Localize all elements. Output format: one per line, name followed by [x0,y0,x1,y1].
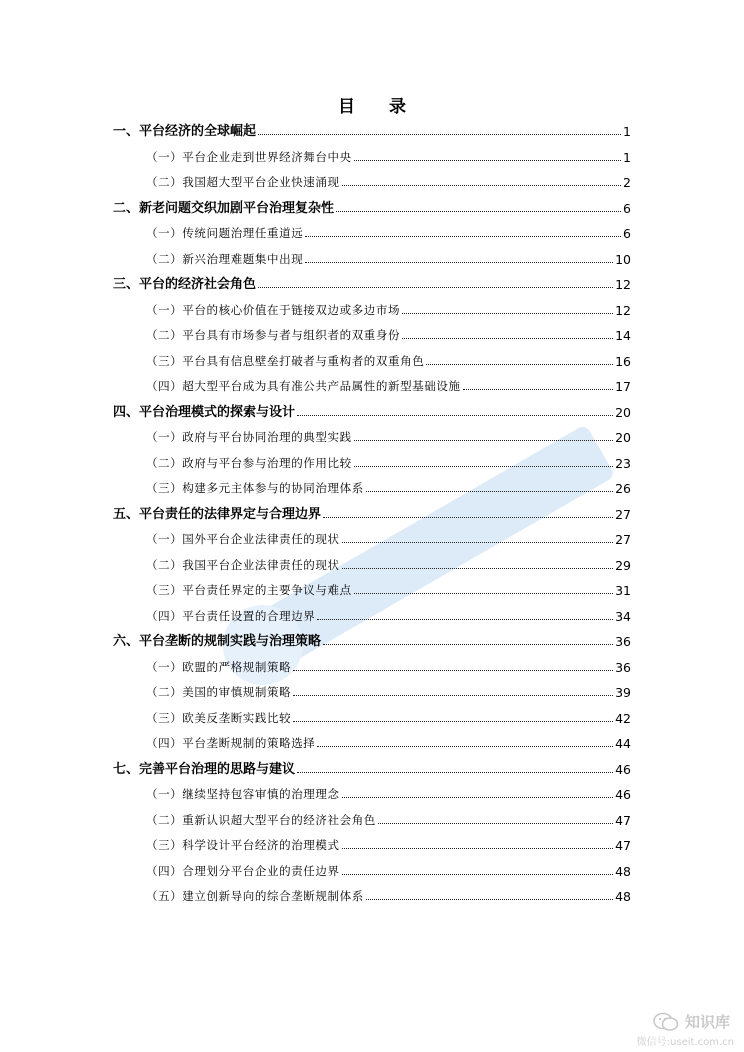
toc-page-number: 39 [615,685,631,700]
toc-page-number: 48 [615,863,631,879]
toc-section-entry[interactable] [146,655,631,675]
toc-dot-leader [342,185,621,186]
toc-dot-leader [323,644,613,645]
toc-section-entry[interactable] [146,680,631,700]
toc-dot-leader [293,695,613,696]
toc-dot-leader [354,440,613,441]
toc-page-number: 46 [615,761,631,777]
toc-page-number: 20 [615,404,631,420]
toc-entry-label: （三）欧美反垄断实践比较 [146,710,292,725]
toc-page-number: 16 [615,353,631,369]
toc-chapter-entry[interactable] [113,119,631,139]
toc-entry-label: （四）平台垄断规制的策略选择 [146,736,316,750]
toc-page-number: 36 [615,634,631,649]
toc-page-number: 34 [615,608,631,624]
watermark-brand-text: 知识库 [684,1013,730,1031]
toc-page-number: 47 [615,812,631,828]
toc-entry-label: 二、新老问题交织加剧平台治理复杂性 [113,200,335,216]
toc-section-entry[interactable] [146,451,631,471]
toc-entry-label: （一）传统问题治理任重道远 [146,226,304,240]
toc-page-number: 1 [623,124,631,139]
toc-section-entry[interactable] [146,859,631,879]
toc-section-entry[interactable] [146,170,631,190]
toc-dot-leader [317,746,613,747]
toc-entry-label: （四）超大型平台成为具有准公共产品属性的新型基础设施 [146,379,461,393]
toc-dot-leader [366,899,613,900]
toc-page-number: 44 [615,736,631,751]
toc-chapter-entry[interactable] [113,629,631,649]
toc-page-number: 17 [615,379,631,394]
toc-dot-leader [354,466,613,467]
toc-section-entry[interactable] [146,476,631,496]
toc-section-entry[interactable] [146,884,631,904]
toc-section-entry[interactable] [146,298,631,318]
toc-entry-label: （四）合理划分平台企业的责任边界 [146,863,340,878]
toc-page-number: 23 [615,455,631,471]
toc-entry-label: 五、平台责任的法律界定与合理边界 [113,506,322,522]
toc-page-number: 31 [615,583,631,598]
toc-section-entry[interactable] [146,731,631,751]
toc-entry-label: （二）我国超大型平台企业快速涌现 [146,175,340,189]
toc-entry-label: 六、平台垄断的规制实践与治理策略 [113,634,322,649]
toc-page-number: 14 [615,328,631,343]
toc-dot-leader [463,389,613,390]
wechat-icon [653,1012,679,1032]
toc-entry-label: （三）科学设计平台经济的治理模式 [146,838,340,852]
toc-page-number: 48 [615,889,631,904]
toc-section-entry[interactable] [146,221,631,241]
toc-dot-leader [336,211,621,212]
toc-page-number: 12 [615,277,631,292]
toc-dot-leader [305,262,613,263]
toc-section-entry[interactable] [146,527,631,547]
toc-page-number: 12 [615,302,631,318]
toc-dot-leader [354,593,613,594]
toc-section-entry[interactable] [146,578,631,598]
toc-entry-label: （二）重新认识超大型平台的经济社会角色 [146,812,376,827]
page-title: 目 录 [338,97,420,117]
toc-chapter-entry[interactable] [113,757,631,777]
toc-dot-leader [293,670,613,671]
toc-entry-label: 一、平台经济的全球崛起 [113,124,257,139]
toc-entry-label: （三）平台责任界定的主要争议与难点 [146,583,352,597]
toc-entry-label: （二）美国的审慎规制策略 [146,685,292,699]
toc-section-entry[interactable] [146,553,631,573]
toc-section-entry[interactable] [146,374,631,394]
toc-page-number: 6 [623,226,631,241]
toc-entry-label: 四、平台治理模式的探索与设计 [113,404,296,420]
toc-page-number: 26 [615,481,631,496]
toc-entry-label: （一）国外平台企业法律责任的现状 [146,532,340,546]
toc-page-number: 20 [615,430,631,445]
toc-dot-leader [402,313,613,314]
toc-entry-label: （一）平台的核心价值在于链接双边或多边市场 [146,302,401,317]
toc-page-number: 29 [615,557,631,573]
toc-dot-leader [342,542,613,543]
toc-dot-leader [354,160,621,161]
toc-entry-label: 三、平台的经济社会角色 [113,277,257,292]
toc-entry-label: （二）新兴治理难题集中出现 [146,251,304,266]
toc-entry-label: （一）欧盟的严格规制策略 [146,659,292,674]
toc-page-number: 42 [615,710,631,726]
toc-dot-leader [426,364,613,365]
toc-dot-leader [293,721,613,722]
toc-section-entry[interactable] [146,808,631,828]
toc-entry-label: （三）平台具有信息壁垒打破者与重构者的双重角色 [146,353,425,368]
toc-entry-label: （一）继续坚持包容审慎的治理理念 [146,787,340,801]
toc-entry-label: （二）平台具有市场参与者与组织者的双重身份 [146,328,401,342]
toc-page-number: 10 [615,251,631,267]
toc-dot-leader [342,874,613,875]
toc-page-number: 6 [623,200,631,216]
toc-dot-leader [297,415,613,416]
toc-page-number: 27 [615,506,631,522]
toc-dot-leader [342,797,613,798]
toc-entry-label: （一）平台企业走到世界经济舞台中央 [146,149,352,164]
toc-dot-leader [305,236,621,237]
toc-entry-label: （一）政府与平台协同治理的典型实践 [146,430,352,444]
toc-section-entry[interactable] [146,604,631,624]
toc-chapter-entry[interactable] [113,400,631,420]
toc-section-entry[interactable] [146,425,631,445]
toc-entry-label: （五）建立创新导向的综合垄断规制体系 [146,889,364,903]
toc-dot-leader [342,848,613,849]
toc-entry-label: （二）政府与平台参与治理的作用比较 [146,455,352,470]
toc-chapter-entry[interactable] [113,196,631,216]
toc-section-entry[interactable] [146,247,631,267]
toc-page-number: 47 [615,838,631,853]
toc-entry-label: （四）平台责任设置的合理边界 [146,608,316,623]
toc-section-entry[interactable] [146,782,631,802]
toc-dot-leader [258,287,613,288]
toc-chapter-entry[interactable] [113,502,631,522]
toc-dot-leader [258,134,621,135]
toc-dot-leader [317,619,613,620]
toc-page-number: 36 [615,659,631,675]
toc-dot-leader [366,491,613,492]
toc-page-number: 2 [623,175,631,190]
toc-section-entry[interactable] [146,145,631,165]
toc-dot-leader [323,517,613,518]
toc-page-number: 27 [615,532,631,547]
toc-dot-leader [297,772,613,773]
toc-entry-label: （三）构建多元主体参与的协同治理体系 [146,481,364,495]
toc-entry-label: （二）我国平台企业法律责任的现状 [146,557,340,572]
toc-dot-leader [378,823,613,824]
watermark-brand [653,1011,730,1032]
toc-dot-leader [342,568,613,569]
watermark-subtext: 微信号:useit.com.cn [636,1037,734,1048]
toc-section-entry[interactable] [146,833,631,853]
toc-section-entry[interactable] [146,349,631,369]
toc-section-entry[interactable] [146,706,631,726]
toc-chapter-entry[interactable] [113,272,631,292]
toc-entry-label: 七、完善平台治理的思路与建议 [113,761,296,777]
toc-dot-leader [402,338,613,339]
toc-page-number: 46 [615,787,631,802]
toc-page-number: 1 [623,149,631,165]
toc-section-entry[interactable] [146,323,631,343]
